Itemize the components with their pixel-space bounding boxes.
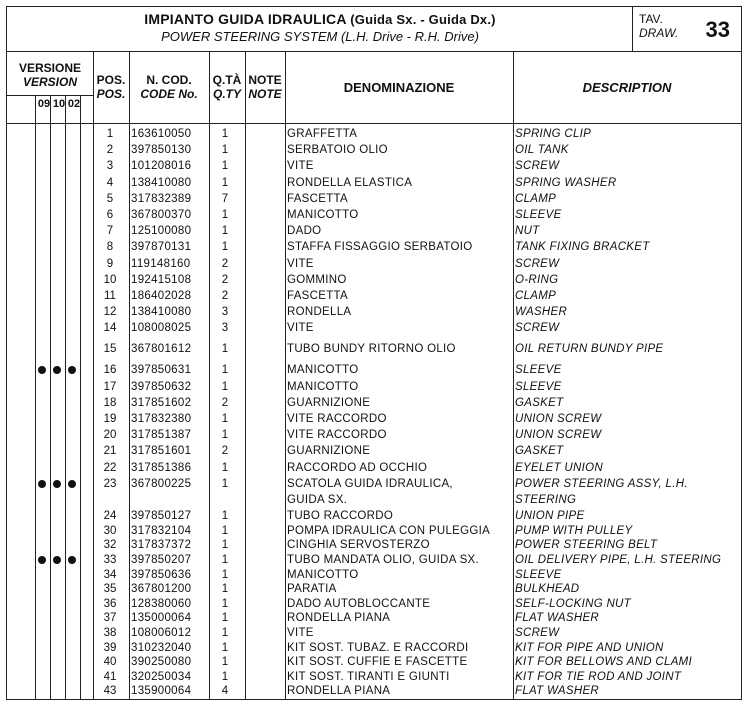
part-position: 24	[103, 510, 117, 523]
part-description: WASHER	[515, 306, 568, 319]
part-quantity: 2	[221, 445, 229, 458]
col-line	[245, 51, 246, 123]
part-position: 30	[103, 524, 117, 537]
part-name-italian: GUARNIZIONE	[287, 396, 371, 409]
title-block	[7, 7, 741, 52]
part-description: SLEEVE	[515, 209, 562, 221]
table-row	[7, 380, 741, 394]
part-name-italian: FASCETTA	[287, 290, 348, 302]
part-description: KIT FOR PIPE AND UNION	[515, 641, 664, 654]
version-applicability-dot	[38, 556, 46, 564]
version-header-it: VERSIONE	[18, 61, 81, 75]
part-position: 3	[106, 160, 114, 173]
part-position: 16	[103, 364, 117, 377]
part-name-italian: DADO AUTOBLOCCANTE	[287, 597, 431, 610]
part-code: 367801200	[131, 583, 192, 596]
table-row	[7, 289, 741, 303]
part-quantity: 1	[221, 539, 229, 552]
parts-sheet	[6, 6, 742, 700]
part-description: SLEEVE	[515, 380, 562, 393]
part-description: CLAMP	[515, 192, 557, 205]
part-position: 38	[103, 627, 117, 639]
part-code: 186402028	[131, 290, 192, 302]
part-code: 317851602	[131, 396, 192, 409]
note-header-en: NOTE	[248, 87, 282, 101]
table-row	[7, 192, 741, 206]
part-description: SELF-LOCKING NUT	[515, 597, 631, 610]
part-code: 317832389	[131, 192, 192, 205]
parts-table-body	[7, 123, 741, 699]
part-name-italian: VITE	[287, 322, 314, 335]
part-quantity: 3	[221, 322, 229, 335]
part-name-italian: RONDELLA PIANA	[287, 612, 391, 625]
table-row	[7, 538, 741, 552]
part-quantity: 1	[221, 461, 229, 474]
note-header	[245, 73, 285, 101]
table-row	[7, 257, 741, 271]
part-name-italian: VITE RACCORDO	[287, 429, 387, 442]
part-quantity: 1	[221, 597, 229, 610]
description-header: DESCRIPTION	[582, 80, 672, 95]
part-description: TANK FIXING BRACKET	[515, 241, 650, 254]
table-row	[7, 444, 741, 458]
part-name-italian: SCATOLA GUIDA IDRAULICA,	[287, 477, 453, 490]
part-position: 12	[103, 306, 117, 319]
part-code: 135900064	[131, 685, 192, 698]
part-name-italian: KIT SOST. CUFFIE E FASCETTE	[287, 656, 468, 669]
part-position: 17	[103, 380, 117, 393]
table-row	[7, 582, 741, 596]
part-code: 397870131	[131, 241, 192, 254]
part-position: 14	[103, 322, 117, 335]
part-description: FLAT WASHER	[515, 612, 600, 625]
part-quantity: 1	[221, 209, 229, 221]
version-sub-line	[65, 95, 66, 123]
part-code: 317851387	[131, 429, 192, 442]
table-row	[7, 477, 741, 491]
part-description: EYELET UNION	[515, 461, 603, 474]
table-row	[7, 493, 741, 507]
part-position: 8	[106, 241, 114, 254]
part-code: 397850207	[131, 554, 192, 566]
pos-header-it: POS.	[96, 73, 126, 87]
title-english: POWER STEERING SYSTEM (L.H. Drive - R.H. Drive)	[161, 29, 479, 44]
part-code: 128380060	[131, 597, 192, 610]
part-quantity: 1	[221, 656, 229, 669]
part-name-italian: TUBO MANDATA OLIO, GUIDA SX.	[287, 554, 480, 566]
version-applicability-dot	[38, 366, 46, 374]
table-row	[7, 273, 741, 287]
version-applicability-dot	[53, 480, 61, 488]
part-code: 367800370	[131, 209, 192, 221]
part-description: OIL DELIVERY PIPE, L.H. STEERING	[515, 554, 722, 566]
part-position: 23	[103, 477, 117, 490]
version-header	[7, 61, 93, 89]
table-row	[7, 159, 741, 173]
part-name-italian: FASCETTA	[287, 192, 348, 205]
part-code: 138410080	[131, 306, 192, 319]
code-header	[129, 73, 209, 101]
part-name-italian: MANICOTTO	[287, 568, 359, 581]
part-code: 125100080	[131, 225, 192, 238]
part-name-italian: STAFFA FISSAGGIO SERBATOIO	[287, 241, 473, 254]
table-row	[7, 670, 741, 684]
part-description: O-RING	[515, 273, 559, 286]
part-name-italian: RONDELLA PIANA	[287, 685, 391, 698]
version-code-10: 10	[52, 98, 66, 110]
part-code: 397850631	[131, 364, 192, 377]
part-position: 7	[106, 225, 114, 238]
table-row	[7, 428, 741, 442]
part-code: 367801612	[131, 343, 192, 356]
version-applicability-dot	[53, 556, 61, 564]
col-line	[129, 51, 130, 123]
part-code: 101208016	[131, 160, 192, 173]
part-quantity: 1	[221, 128, 229, 140]
part-position: 5	[106, 192, 114, 205]
part-quantity: 2	[221, 290, 229, 302]
part-quantity: 2	[221, 273, 229, 286]
part-name-italian: KIT SOST. TUBAZ. E RACCORDI	[287, 641, 469, 654]
part-description: SCREW	[515, 627, 560, 639]
code-header-en: CODE No.	[140, 87, 198, 101]
part-position: 32	[103, 539, 117, 552]
table-row	[7, 396, 741, 410]
part-code: 397850636	[131, 568, 192, 581]
part-code: 317837372	[131, 539, 192, 552]
version-code-02: 02	[67, 98, 81, 110]
drawing-number-box	[632, 7, 742, 51]
part-name-italian: POMPA IDRAULICA CON PULEGGIA	[287, 524, 491, 537]
part-quantity: 1	[221, 524, 229, 537]
part-code: 390250080	[131, 656, 192, 669]
qty-header	[209, 73, 245, 101]
part-quantity: 1	[221, 225, 229, 238]
table-row	[7, 597, 741, 611]
table-row	[7, 626, 741, 640]
part-quantity: 1	[221, 612, 229, 625]
part-name-italian: MANICOTTO	[287, 364, 359, 377]
qty-header-it: Q.TÀ	[212, 73, 242, 87]
part-quantity: 1	[221, 568, 229, 581]
part-code: 397850130	[131, 144, 192, 157]
table-row	[7, 143, 741, 157]
table-row	[7, 568, 741, 582]
code-header-it: N. COD.	[146, 73, 192, 87]
part-name-italian: GOMMINO	[287, 273, 347, 286]
part-code: 367800225	[131, 477, 192, 490]
part-code: 108006012	[131, 627, 192, 639]
column-headers	[7, 51, 741, 124]
part-quantity: 1	[221, 429, 229, 442]
part-position: 10	[103, 273, 117, 286]
part-position: 2	[106, 144, 114, 157]
part-description: OIL TANK	[515, 144, 569, 157]
part-position: 9	[106, 257, 114, 270]
version-code-09: 09	[37, 98, 51, 110]
table-row	[7, 208, 741, 222]
col-line	[285, 51, 286, 123]
table-row	[7, 684, 741, 698]
version-header-en: VERSION	[22, 75, 77, 89]
part-position: 11	[104, 290, 116, 302]
part-position: 37	[103, 612, 117, 625]
part-description: KIT FOR BELLOWS AND CLAMI	[515, 656, 693, 669]
table-row	[7, 655, 741, 669]
part-position: 34	[103, 568, 117, 581]
part-code: 320250034	[131, 670, 192, 683]
part-description: OIL RETURN BUNDY PIPE	[515, 343, 664, 356]
part-quantity: 4	[221, 685, 229, 698]
version-applicability-dot	[68, 480, 76, 488]
denominazione-header: DENOMINAZIONE	[343, 80, 455, 95]
part-code: 192415108	[131, 273, 192, 286]
part-position: 4	[106, 176, 114, 189]
title-it-sub: (Guida Sx. - Guida Dx.)	[350, 12, 496, 27]
part-quantity: 1	[221, 641, 229, 654]
table-row	[7, 641, 741, 655]
version-applicability-dot	[38, 480, 46, 488]
part-quantity: 1	[221, 510, 229, 523]
tav-label-en: DRAW.	[639, 26, 679, 40]
table-row	[7, 509, 741, 523]
version-applicability-dot	[68, 556, 76, 564]
part-quantity: 1	[221, 477, 229, 490]
part-quantity: 1	[221, 343, 229, 356]
part-position: 35	[103, 583, 117, 596]
part-name-italian: MANICOTTO	[287, 209, 359, 221]
part-description: SLEEVE	[515, 364, 562, 377]
part-position: 40	[103, 656, 117, 669]
part-name-italian: VITE	[287, 257, 314, 270]
table-row	[7, 461, 741, 475]
table-row	[7, 611, 741, 625]
table-row	[7, 412, 741, 426]
part-quantity: 2	[221, 257, 229, 270]
part-name-italian: DADO	[287, 225, 322, 238]
part-description: UNION SCREW	[515, 413, 602, 425]
part-position: 20	[103, 429, 117, 442]
col-line	[93, 51, 94, 123]
part-quantity: 1	[221, 144, 229, 157]
part-position: 21	[103, 445, 117, 458]
part-name-italian: GRAFFETTA	[287, 128, 358, 140]
part-description: PUMP WITH PULLEY	[515, 524, 633, 537]
part-code: 397850632	[131, 380, 192, 393]
part-description: SPRING CLIP	[515, 128, 592, 140]
part-code: 317832380	[131, 413, 192, 425]
part-code: 317851386	[131, 461, 192, 474]
title-it-text: IMPIANTO GUIDA IDRAULICA	[144, 11, 347, 27]
part-quantity: 1	[221, 670, 229, 683]
part-description: SCREW	[515, 257, 560, 270]
part-quantity: 1	[221, 176, 229, 189]
part-name-italian: CINGHIA SERVOSTERZO	[287, 539, 430, 552]
part-name-italian: GUARNIZIONE	[287, 445, 371, 458]
part-name-italian: SERBATOIO OLIO	[287, 144, 388, 157]
part-name-italian: VITE RACCORDO	[287, 413, 387, 425]
part-description: BULKHEAD	[515, 583, 580, 596]
part-code: 163610050	[131, 128, 192, 140]
part-position: 39	[103, 641, 117, 654]
tav-label	[639, 12, 678, 40]
part-code: 310232040	[131, 641, 192, 654]
col-line	[209, 51, 210, 123]
table-row	[7, 321, 741, 335]
drawing-number: 33	[705, 17, 730, 42]
part-code: 397850127	[131, 510, 192, 523]
part-description: GASKET	[515, 396, 564, 409]
part-description: GASKET	[515, 445, 564, 458]
part-code: 119148160	[131, 257, 191, 270]
part-description: UNION SCREW	[515, 429, 602, 442]
part-quantity: 2	[221, 396, 229, 409]
part-quantity: 1	[221, 583, 229, 596]
part-position: 18	[103, 396, 117, 409]
table-row	[7, 553, 741, 567]
part-code: 317832104	[131, 524, 192, 537]
version-sub-line	[50, 95, 51, 123]
part-description: UNION PIPE	[515, 510, 585, 523]
part-position: 19	[103, 413, 117, 425]
part-name-italian: RACCORDO AD OCCHIO	[287, 461, 428, 474]
part-description: SPRING WASHER	[515, 176, 617, 189]
part-position: 1	[106, 128, 114, 140]
part-name-italian: GUIDA SX.	[287, 494, 348, 506]
part-description: STEERING	[515, 494, 577, 506]
table-row	[7, 524, 741, 538]
part-quantity: 1	[221, 364, 229, 377]
part-position: 6	[106, 209, 114, 221]
part-description: KIT FOR TIE ROD AND JOINT	[515, 670, 682, 683]
part-name-italian: KIT SOST. TIRANTI E GIUNTI	[287, 670, 450, 683]
part-name-italian: VITE	[287, 627, 314, 639]
part-quantity: 1	[221, 241, 229, 254]
table-row	[7, 224, 741, 238]
table-row	[7, 176, 741, 190]
part-description: SCREW	[515, 322, 560, 335]
part-quantity: 1	[221, 554, 229, 566]
part-position: 22	[103, 461, 117, 474]
part-name-italian: PARATIA	[287, 583, 337, 596]
part-position: 41	[103, 670, 117, 683]
qty-header-en: Q.TY	[212, 87, 241, 101]
version-applicability-dot	[68, 366, 76, 374]
part-quantity: 1	[221, 380, 229, 393]
col-line	[513, 51, 514, 123]
part-code: 138410080	[131, 176, 192, 189]
title-italian	[7, 11, 633, 27]
part-quantity: 1	[221, 160, 229, 173]
part-name-italian: RONDELLA	[287, 306, 352, 319]
part-name-italian: TUBO RACCORDO	[287, 510, 394, 523]
pos-header-en: POS.	[96, 87, 126, 101]
version-applicability-dot	[53, 366, 61, 374]
part-description: SLEEVE	[515, 568, 562, 581]
part-quantity: 1	[221, 627, 229, 639]
part-quantity: 7	[221, 192, 229, 205]
version-sub-line	[80, 95, 81, 123]
part-code: 135000064	[131, 612, 192, 625]
part-code: 108008025	[131, 322, 192, 335]
part-code: 317851601	[131, 445, 192, 458]
part-position: 43	[103, 685, 117, 698]
part-description: NUT	[515, 225, 540, 238]
part-name-italian: MANICOTTO	[287, 380, 359, 393]
table-row	[7, 342, 741, 356]
part-quantity: 1	[221, 413, 229, 425]
part-position: 33	[103, 554, 117, 566]
part-description: CLAMP	[515, 290, 557, 302]
table-row	[7, 305, 741, 319]
part-description: POWER STEERING ASSY, L.H.	[515, 477, 688, 490]
table-row	[7, 127, 741, 141]
part-position: 15	[103, 343, 117, 356]
part-description: FLAT WASHER	[515, 685, 600, 698]
part-position: 36	[103, 597, 117, 610]
table-row	[7, 240, 741, 254]
tav-label-it: TAV.	[639, 12, 663, 26]
part-description: POWER STEERING BELT	[515, 539, 658, 552]
part-name-italian: TUBO BUNDY RITORNO OLIO	[287, 343, 456, 356]
note-header-it: NOTE	[248, 73, 282, 87]
version-sub-line	[35, 95, 36, 123]
part-quantity: 3	[221, 306, 229, 319]
part-description: SCREW	[515, 160, 560, 173]
part-name-italian: RONDELLA ELASTICA	[287, 176, 413, 189]
pos-header	[93, 73, 129, 101]
part-name-italian: VITE	[287, 160, 314, 173]
table-row	[7, 363, 741, 377]
